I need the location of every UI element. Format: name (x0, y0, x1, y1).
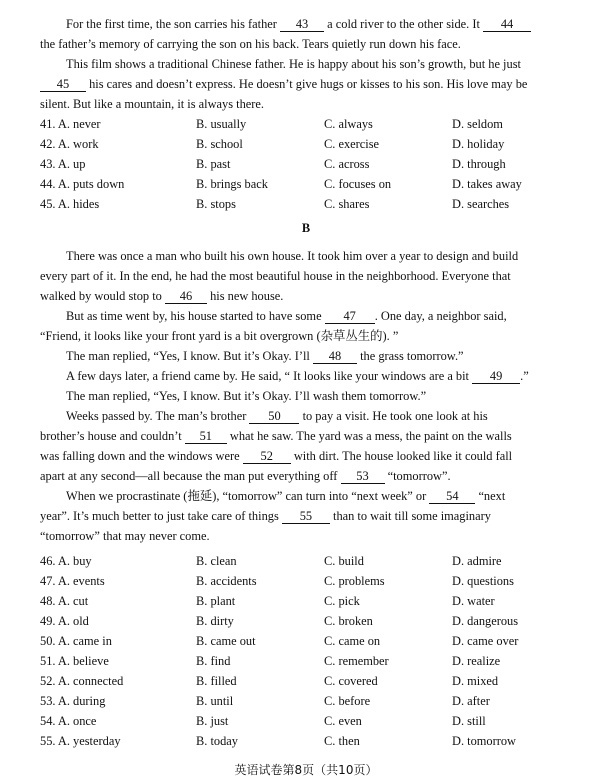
passage-b-line-10: brother’s house and couldn’t 51 what he saw. The yard was a mess, the paint on the walls (40, 429, 512, 443)
blank-44[interactable]: 44 (483, 17, 531, 32)
option-55-a[interactable]: 55. A. yesterday (40, 734, 121, 748)
option-47-a[interactable]: 47. A. events (40, 574, 105, 588)
passage-b-line-8: The man replied, “Yes, I know. But it’s Okay. I’ll wash them tomorrow.” (66, 389, 427, 403)
passage-b-line-5: “Friend, it looks like your front yard is a bit overgrown (杂草丛生的). ” (40, 329, 399, 343)
option-48-c[interactable]: C. pick (324, 594, 360, 608)
option-42-c[interactable]: C. exercise (324, 137, 380, 151)
option-44-c[interactable]: C. focuses on (324, 177, 392, 191)
blank-50[interactable]: 50 (249, 409, 299, 424)
option-46-b[interactable]: B. clean (196, 554, 237, 568)
option-54-a[interactable]: 54. A. once (40, 714, 97, 728)
passage-a-line-3: This film shows a traditional Chinese father. He is happy about his son’s growth, but he just (66, 57, 521, 71)
passage-a-line-2: the father’s memory of carrying the son on his back. Tears quietly run down his face. (40, 37, 461, 51)
option-46-a[interactable]: 46. A. buy (40, 554, 92, 568)
option-49-b[interactable]: B. dirty (196, 614, 234, 628)
option-45-b[interactable]: B. stops (196, 197, 236, 211)
blank-54[interactable]: 54 (429, 489, 475, 504)
passage-b-line-6: The man replied, “Yes, I know. But it’s Okay. I’ll 48 the grass tomorrow.” (66, 349, 464, 363)
blank-49[interactable]: 49 (472, 369, 520, 384)
option-43-d[interactable]: D. through (452, 157, 506, 171)
option-50-d[interactable]: D. came over (452, 634, 519, 648)
option-44-a[interactable]: 44. A. puts down (40, 177, 125, 191)
option-49-a[interactable]: 49. A. old (40, 614, 89, 628)
blank-55[interactable]: 55 (282, 509, 330, 524)
passage-b-line-4: But as time went by, his house started to have some 47 . One day, a neighbor said, (66, 309, 507, 323)
option-42-d[interactable]: D. holiday (452, 137, 505, 151)
blank-47[interactable]: 47 (325, 309, 375, 324)
passage-b-line-3: walked by would stop to 46 his new house. (40, 289, 284, 303)
passage-b-line-9: Weeks passed by. The man’s brother 50 to pay a visit. He took one look at his (66, 409, 488, 423)
section-b-heading: B (301, 221, 311, 235)
option-55-d[interactable]: D. tomorrow (452, 734, 517, 748)
blank-53[interactable]: 53 (341, 469, 385, 484)
option-42-a[interactable]: 42. A. work (40, 137, 99, 151)
passage-b-line-7: A few days later, a friend came by. He said, “ It looks like your windows are a bit 49 .” (66, 369, 529, 383)
option-55-c[interactable]: C. then (324, 734, 360, 748)
option-49-d[interactable]: D. dangerous (452, 614, 519, 628)
option-48-d[interactable]: D. water (452, 594, 495, 608)
option-52-a[interactable]: 52. A. connected (40, 674, 124, 688)
option-46-c[interactable]: C. build (324, 554, 364, 568)
passage-b-line-12: apart at any second—all because the man put everything off 53 “tomorrow”. (40, 469, 451, 483)
blank-52[interactable]: 52 (243, 449, 291, 464)
option-55-b[interactable]: B. today (196, 734, 238, 748)
option-47-d[interactable]: D. questions (452, 574, 514, 588)
option-48-a[interactable]: 48. A. cut (40, 594, 89, 608)
option-52-d[interactable]: D. mixed (452, 674, 499, 688)
option-41-a[interactable]: 41. A. never (40, 117, 101, 131)
option-50-a[interactable]: 50. A. came in (40, 634, 112, 648)
option-47-c[interactable]: C. problems (324, 574, 385, 588)
option-45-c[interactable]: C. shares (324, 197, 370, 211)
option-54-d[interactable]: D. still (452, 714, 486, 728)
option-41-d[interactable]: D. seldom (452, 117, 503, 131)
option-49-c[interactable]: C. broken (324, 614, 373, 628)
option-51-a[interactable]: 51. A. believe (40, 654, 109, 668)
option-47-b[interactable]: B. accidents (196, 574, 257, 588)
option-50-b[interactable]: B. came out (196, 634, 256, 648)
option-54-c[interactable]: C. even (324, 714, 362, 728)
option-53-b[interactable]: B. until (196, 694, 234, 708)
option-43-c[interactable]: C. across (324, 157, 370, 171)
option-53-d[interactable]: D. after (452, 694, 490, 708)
option-41-c[interactable]: C. always (324, 117, 373, 131)
passage-b-line-13: When we procrastinate (拖延), “tomorrow” can turn into “next week” or 54 “next (66, 489, 506, 503)
passage-b-line-11: was falling down and the windows were 52 with dirt. The house looked like it could fall (40, 449, 513, 463)
option-51-b[interactable]: B. find (196, 654, 231, 668)
option-48-b[interactable]: B. plant (196, 594, 236, 608)
passage-a-line-4: 45 his cares and doesn’t express. He doesn’t give hugs or kisses to his son. His love may be (40, 76, 527, 92)
option-52-c[interactable]: C. covered (324, 674, 378, 688)
option-50-c[interactable]: C. came on (324, 634, 381, 648)
option-51-c[interactable]: C. remember (324, 654, 389, 668)
option-44-b[interactable]: B. brings back (196, 177, 268, 191)
passage-b-line-14: year”. It’s much better to just take care of things 55 than to wait till some imaginary (40, 509, 491, 523)
blank-45[interactable]: 45 (40, 77, 86, 92)
option-45-d[interactable]: D. searches (452, 197, 510, 211)
option-46-d[interactable]: D. admire (452, 554, 502, 568)
blank-46[interactable]: 46 (165, 289, 207, 304)
option-44-d[interactable]: D. takes away (452, 177, 522, 191)
page-footer: 英语试卷第8页（共10页） (234, 763, 378, 777)
option-51-d[interactable]: D. realize (452, 654, 501, 668)
option-45-a[interactable]: 45. A. hides (40, 197, 100, 211)
blank-51[interactable]: 51 (185, 429, 227, 444)
option-42-b[interactable]: B. school (196, 137, 243, 151)
option-53-c[interactable]: C. before (324, 694, 371, 708)
option-43-a[interactable]: 43. A. up (40, 157, 86, 171)
option-43-b[interactable]: B. past (196, 157, 231, 171)
option-53-a[interactable]: 53. A. during (40, 694, 106, 708)
passage-b-line-15: “tomorrow” that may never come. (40, 529, 210, 543)
blank-43[interactable]: 43 (280, 17, 324, 32)
passage-a-line-1: For the first time, the son carries his father 43 a cold river to the other side. It 44 (66, 16, 531, 32)
passage-b-line-1: There was once a man who built his own house. It took him over a year to design and build (66, 249, 519, 263)
blank-48[interactable]: 48 (313, 349, 357, 364)
passage-a-line-5: silent. But like a mountain, it is always there. (40, 97, 265, 111)
option-54-b[interactable]: B. just (196, 714, 229, 728)
passage-b-line-2: every part of it. In the end, he had the most beautiful house in the neighborhood. Everyone that (40, 269, 511, 283)
option-52-b[interactable]: B. filled (196, 674, 237, 688)
option-41-b[interactable]: B. usually (196, 117, 247, 131)
